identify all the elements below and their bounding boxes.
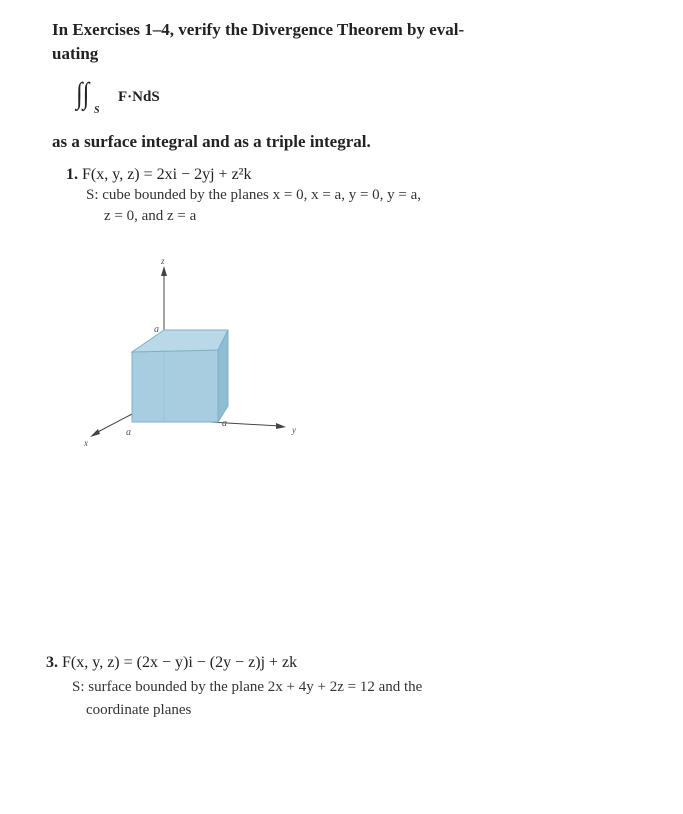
exercise-3-field xyxy=(46,654,297,672)
z-axis-label: z xyxy=(161,256,165,266)
integrand: F·NdS xyxy=(118,89,160,105)
exercise-outro: as a surface integral and as a triple integral. xyxy=(52,132,371,151)
z-axis-arrow xyxy=(161,266,167,276)
cube-figure xyxy=(60,250,340,470)
exercise-1-field xyxy=(66,166,251,184)
exercise-1-formula: F(x, y, z) = 2xi − 2yj + z²k xyxy=(82,166,252,183)
exercise-1-surface-line-1: S: cube bounded by the planes x = 0, x = a, y = 0, y = a, xyxy=(86,187,422,203)
x-axis-arrow xyxy=(90,429,100,437)
y-axis-label: y xyxy=(292,425,296,435)
exercise-3-number: 3. xyxy=(46,654,58,671)
exercise-1-surface-line-2: z = 0, and z = a xyxy=(104,208,197,224)
y-axis-line xyxy=(210,422,280,426)
exercise-3-formula: F(x, y, z) = (2x − y)i − (2y − z)j + zk xyxy=(62,654,298,671)
x-axis-label: x xyxy=(84,438,88,448)
integral-subscript: S xyxy=(94,105,100,116)
exercise-1-number: 1. xyxy=(66,166,78,183)
exercise-3-surface-line-2: coordinate planes xyxy=(86,702,192,718)
intro-line-1: In Exercises 1–4, verify the Divergence Theorem by eval- xyxy=(52,20,465,39)
exercise-intro xyxy=(52,18,464,66)
exercise-3-surface-line-1: S: surface bounded by the plane 2x + 4y + 2z = 12 and the xyxy=(72,679,423,695)
cube-y-label: a xyxy=(222,418,227,429)
intro-line-2: uating xyxy=(52,44,99,63)
double-integral-symbol: ∫∫ xyxy=(76,77,90,110)
cube-height-label: a xyxy=(154,324,159,335)
cube-top-face xyxy=(132,330,228,352)
cube-front-face xyxy=(132,350,218,422)
cube-x-label: a xyxy=(126,427,131,438)
y-axis-arrow xyxy=(276,423,286,429)
